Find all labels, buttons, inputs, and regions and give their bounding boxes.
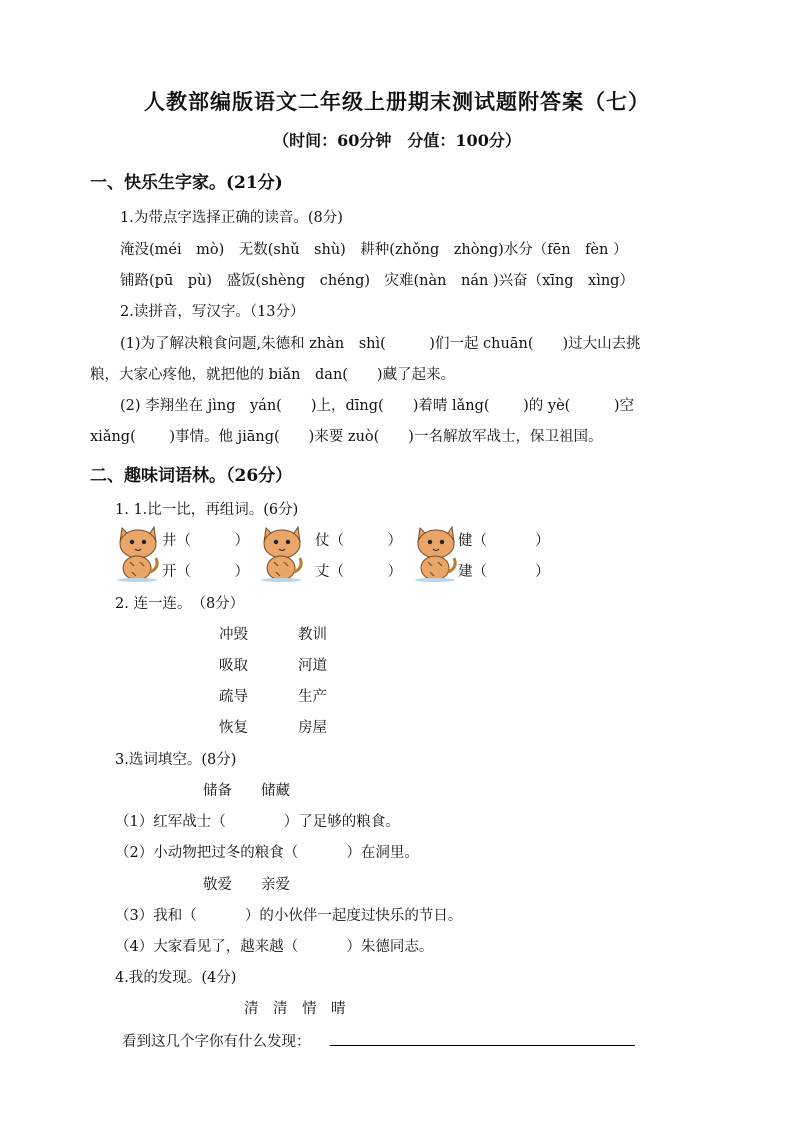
word-choices-2: 敬爱 亲爱: [203, 877, 290, 893]
match-left-2[interactable]: 吸取: [219, 658, 248, 674]
compare-bottom-1: 开（ ）: [162, 564, 249, 580]
s1-q2-line2: 粮，大家心疼他，就把他的 biǎn dan( )藏了起来。: [90, 367, 456, 383]
section2-heading: 二、趣味词语林。（26分）: [90, 466, 293, 486]
s1-q1-row1: 淹没(méi mò) 无数(shǔ shù) 耕种(zhǒng zhòng)水分（fēn fèn ）: [120, 242, 628, 258]
cat-illustration: [410, 522, 460, 582]
match-right-4[interactable]: 房屋: [298, 720, 327, 736]
discovery-chars: 清 清 情 晴: [244, 1001, 346, 1017]
s1-q1-prompt: 1.为带点字选择正确的读音。(8分): [120, 210, 343, 226]
s2-q2-prompt: 2. 连一连。 （8分）: [115, 596, 245, 612]
s1-q2-line4: xiǎng( )事情。他 jiāng( )来要 zuò( )一名解放军战士，保卫祖国。: [90, 429, 603, 445]
fill-sentence-1: （1）红军战士（ ）了足够的粮食。: [115, 814, 400, 830]
match-left-1[interactable]: 冲毁: [219, 627, 248, 643]
match-left-3[interactable]: 疏导: [219, 689, 248, 705]
s1-q2-prompt: 2.读拼音，写汉字。（13分）: [120, 304, 305, 320]
section1-heading: 一、快乐生字家。(21分): [90, 173, 283, 193]
answer-line[interactable]: [330, 1045, 635, 1046]
s1-q1-row2: 铺路(pū pù) 盛饭(shèng chéng) 灾难(nàn nán )兴奋（xīng xìng）: [120, 273, 634, 289]
s1-q2-line1: (1)为了解决粮食问题,朱德和 zhàn shì( )们一起 chuān( )过大山去挑: [120, 336, 641, 352]
fill-sentence-4: （4）大家看见了，越来越（ ）朱德同志。: [115, 939, 434, 955]
compare-top-3: 健（ ）: [458, 533, 550, 549]
compare-top-1: 井（ ）: [162, 533, 249, 549]
page-subtitle: （时间：60分钟 分值：100分）: [273, 131, 521, 150]
match-right-3[interactable]: 生产: [298, 689, 327, 705]
compare-bottom-2: 丈（ ）: [315, 564, 402, 580]
s2-q1-prompt: 1. 1.比一比，再组词。(6分): [115, 502, 299, 518]
s2-q4-prompt: 4.我的发现。(4分): [115, 970, 237, 986]
match-left-4[interactable]: 恢复: [219, 720, 248, 736]
match-right-2[interactable]: 河道: [298, 658, 327, 674]
cat-illustration: [256, 522, 306, 582]
discovery-question: 看到这几个字你有什么发现：: [122, 1034, 311, 1050]
page-title: 人教部编版语文二年级上册期末测试题附答案（七）: [144, 89, 650, 114]
fill-sentence-2: （2）小动物把过冬的粮食（ ）在洞里。: [115, 845, 419, 861]
s2-q3-prompt: 3.选词填空。(8分): [115, 752, 237, 768]
cat-illustration: [112, 522, 162, 582]
compare-top-2: 仗（ ）: [315, 533, 402, 549]
match-right-1[interactable]: 教训: [298, 627, 327, 643]
compare-bottom-3: 建（ ）: [458, 564, 550, 580]
s1-q2-line3: (2) 李翔坐在 jìng yán( )上，dīng( )着晴 lǎng( )的 yè( )空: [120, 398, 634, 414]
fill-sentence-3: （3）我和（ ）的小伙伴一起度过快乐的节日。: [115, 908, 463, 924]
word-choices-1: 储备 储藏: [203, 783, 290, 799]
